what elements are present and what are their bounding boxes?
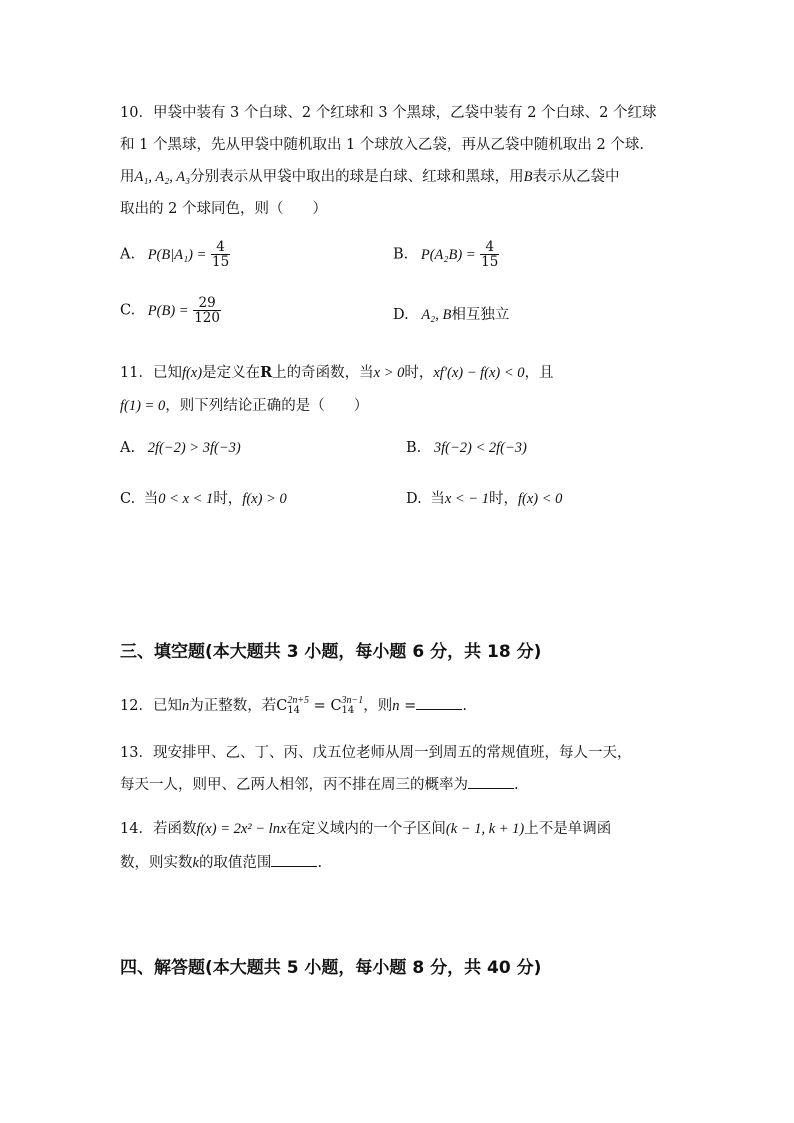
q13-text: 每天一人，则甲、乙两人相邻，丙不排在周三的概率为 <box>120 777 468 793</box>
option-expr: P(B|A₁) = <box>147 246 207 263</box>
option-text: 时， <box>213 491 243 507</box>
q11-option-c <box>120 487 287 508</box>
q10-option-a <box>120 240 230 269</box>
option-expr: A₂, B <box>421 307 452 323</box>
q13-line2 <box>120 773 519 794</box>
q10-var-b: B <box>523 169 533 185</box>
q11-option-b <box>406 440 527 457</box>
q11-option-d <box>406 487 562 508</box>
q14-text-b: 在定义域内的一个子区间 <box>286 821 446 837</box>
q14-line2 <box>120 851 322 872</box>
q14-k: k <box>192 855 199 871</box>
q11-R: R <box>260 364 273 381</box>
q14-interval: (k − 1, k + 1) <box>445 821 525 837</box>
q11-line1 <box>120 361 554 382</box>
q11-text-d: 时， <box>404 365 434 381</box>
q11-cond: x > 0 <box>373 365 405 381</box>
q10-option-b <box>393 240 499 269</box>
q10-line3-suffix: 表示从乙袋中 <box>532 169 620 185</box>
q12-text-a: 12．已知 <box>120 698 182 714</box>
q12-answer-blank[interactable] <box>416 696 462 710</box>
numerator: 29 <box>193 296 221 311</box>
option-text: 当 <box>143 491 159 507</box>
option-expr: f(x) > 0 <box>242 491 287 507</box>
fraction <box>480 240 499 269</box>
q10-line3-mid: 分别表示从甲袋中取出的球是白球、红球和黑球，用 <box>190 169 524 185</box>
q14-text-d: 数，则实数 <box>120 855 193 871</box>
option-text: 时， <box>488 491 518 507</box>
q12-comb-2 <box>330 695 364 716</box>
comb-sub: 14 <box>341 705 355 716</box>
comb-indices <box>342 696 364 716</box>
fraction <box>211 240 230 269</box>
denominator: 120 <box>194 310 220 327</box>
q13-end: . <box>514 777 519 793</box>
q12-eq: = <box>309 698 331 714</box>
q12-comb-1 <box>276 695 310 716</box>
option-cond: x < − 1 <box>444 491 489 507</box>
q11-text-c: 上的奇函数，当 <box>272 365 374 381</box>
q14-text-a: 14．若函数 <box>120 821 197 837</box>
q11-text-b: 是定义在 <box>202 365 261 381</box>
option-label: B. <box>393 246 409 263</box>
option-expr: P(A₂B) = <box>420 246 476 263</box>
q11-line2-text: ，则下列结论正确的是（ ） <box>165 398 369 414</box>
option-label: A. <box>120 246 136 263</box>
q14-line1 <box>120 817 611 838</box>
option-expr: P(B) = <box>147 302 189 319</box>
option-label: C. <box>120 302 136 319</box>
q12-n2: n <box>392 698 400 714</box>
comb-base: C <box>330 698 342 714</box>
option-expr: 3f(−2) < 2f(−3) <box>433 440 527 456</box>
comb-sup: 3n−1 <box>341 695 364 706</box>
q12-n: n <box>181 698 190 714</box>
numerator: 4 <box>480 240 499 255</box>
q13-answer-blank[interactable] <box>468 775 514 789</box>
option-text: 当 <box>430 491 445 507</box>
q10-option-c <box>120 296 221 325</box>
q12-line <box>120 694 467 716</box>
comb-indices <box>287 696 309 716</box>
q11-fx: f(x) <box>181 365 203 381</box>
q14-text-e: 的取值范围 <box>198 855 272 871</box>
numerator: 4 <box>211 240 230 255</box>
q10-line1: 10．甲袋中装有 3 个白球、2 个红球和 3 个黑球，乙袋中装有 2 个白球、2 个红球 <box>120 105 657 121</box>
section-heading-fill-in: 三、填空题(本大题共 3 小题，每小题 6 分，共 18 分) <box>120 642 542 662</box>
q14-answer-blank[interactable] <box>271 853 317 867</box>
fraction <box>193 296 221 325</box>
q11-text-a: 11．已知 <box>120 365 182 381</box>
q14-end: . <box>317 855 323 871</box>
comb-sub: 14 <box>287 705 301 716</box>
q14-function: f(x) = 2x² − lnx <box>196 821 287 837</box>
q13-line1: 13．现安排甲、乙、丁、丙、戊五位老师从周一到周五的常规值班，每人一天， <box>120 745 632 761</box>
option-label: D. <box>406 491 422 507</box>
option-label: A. <box>120 440 136 456</box>
q10-line3 <box>120 165 620 186</box>
q12-end: . <box>462 698 467 714</box>
comb-base: C <box>276 698 288 714</box>
option-label: C. <box>120 491 136 507</box>
option-label: B. <box>406 440 422 456</box>
q11-line2 <box>120 394 368 415</box>
denominator: 15 <box>211 254 230 271</box>
q12-text-d: = <box>399 698 417 714</box>
denominator: 15 <box>481 254 499 271</box>
option-expr: f(x) < 0 <box>517 491 563 507</box>
q10-option-d <box>393 303 509 324</box>
q12-text-b: 为正整数，若 <box>189 698 277 714</box>
q11-text-e: ，且 <box>524 365 554 381</box>
q12-text-c: ，则 <box>363 698 393 714</box>
q11-f1: f(1) = 0 <box>120 398 166 414</box>
option-expr: 2f(−2) > 3f(−3) <box>147 440 241 456</box>
q11-inequality: xf′(x) − f(x) < 0 <box>433 365 525 381</box>
section-heading-solutions: 四、解答题(本大题共 5 小题，每小题 8 分，共 40 分) <box>120 958 542 978</box>
q10-line3-prefix: 用 <box>120 169 135 185</box>
q10-line4: 取出的 2 个球同色，则（ ） <box>120 201 327 217</box>
q11-option-a <box>120 440 241 457</box>
q10-vars: A₁, A₂, A₃ <box>134 169 191 185</box>
option-text: 相互独立 <box>451 307 510 323</box>
comb-sup: 2n+5 <box>287 695 310 706</box>
option-cond: 0 < x < 1 <box>158 491 214 507</box>
q14-text-c: 上不是单调函 <box>524 821 612 837</box>
q10-line2: 和 1 个黑球，先从甲袋中随机取出 1 个球放入乙袋，再从乙袋中随机取出 2 个球. <box>120 137 644 153</box>
option-label: D. <box>393 307 409 323</box>
